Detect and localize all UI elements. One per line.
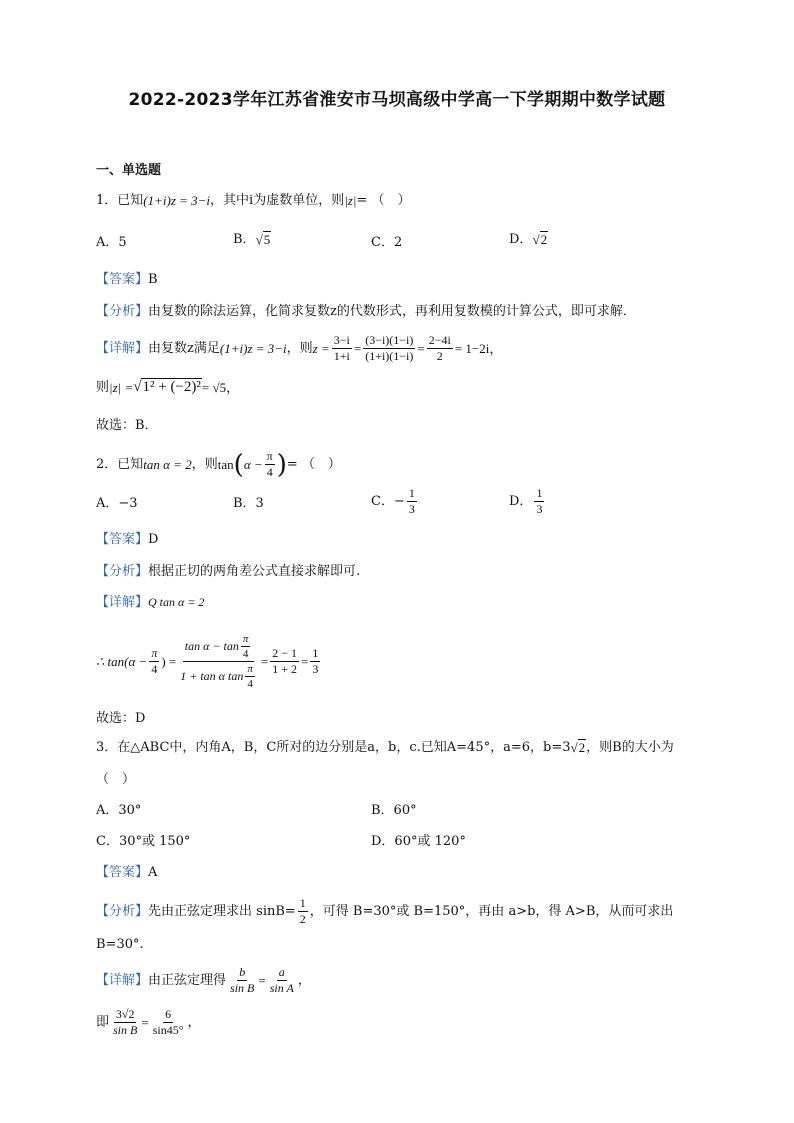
q2-text: ，则 bbox=[191, 457, 218, 473]
q1-option-d bbox=[509, 233, 548, 246]
q3-d3-den: sin B bbox=[113, 1023, 138, 1038]
q2-derivation: ∴ tan(α − $\frac{\pi}{4}$ ) = tan α − tan $\frac{\pi}{4}$ 1 + tan α tan $\frac{\pi}{4}$ = $\frac{2 - 1}{1 + 2}$ = $\frac{1}{3}$ bbox=[96, 633, 319, 691]
q1-analysis-text: 由复数的除法运算，化简求复数z的代数形式，再利用复数模的计算公式，即可求解． bbox=[148, 304, 636, 319]
choose-label: 故选： bbox=[96, 418, 136, 433]
q3-answer-value: A bbox=[148, 865, 158, 880]
q3-analysis-frac bbox=[298, 897, 308, 926]
q1-mod-pre: 则 bbox=[96, 380, 110, 395]
answer-label: 【答案】 bbox=[96, 272, 149, 287]
q1-analysis bbox=[96, 305, 636, 318]
q2-option-c-label: C．− bbox=[371, 494, 405, 510]
q1-answer bbox=[96, 273, 158, 286]
q2-result-fraction bbox=[310, 647, 320, 676]
q1-mod-expr: |z| = bbox=[109, 380, 134, 395]
q3-analysis-end: B=30°. bbox=[96, 937, 144, 952]
q1-choose-value: B． bbox=[135, 418, 158, 433]
q2-choose bbox=[96, 712, 145, 725]
q3-d2-den: sin A bbox=[269, 981, 294, 996]
q2-choose-value: D bbox=[135, 711, 146, 726]
q1-f3-den: 2 bbox=[436, 349, 443, 364]
q3-d2 bbox=[268, 966, 296, 995]
q3-analysis-mid: ，可得 B=30°或 B=150°，再由 a>b，得 A>B，从而可求出 bbox=[309, 904, 674, 920]
q2-big-fraction bbox=[178, 633, 259, 690]
q3-an-num: 1 bbox=[298, 897, 308, 912]
q2-eq-num: 2 − 1 bbox=[270, 647, 299, 662]
q1-answer-value: B bbox=[148, 272, 158, 287]
q2-detail-1: Q tan α = 2 bbox=[148, 595, 205, 609]
analysis-label: 【分析】 bbox=[96, 904, 149, 920]
analysis-label: 【分析】 bbox=[96, 564, 149, 579]
q2-res-den: 3 bbox=[312, 662, 319, 677]
q3-comma-1: ， bbox=[297, 973, 311, 989]
q1-f2-den: (1+i)(1−i) bbox=[365, 349, 414, 364]
q1-f1-num: 3−i bbox=[332, 334, 352, 349]
q3-d4-num: 6 bbox=[163, 1008, 173, 1023]
q3-d4 bbox=[151, 1008, 186, 1037]
q3-option-c: C．30°或 150° bbox=[96, 834, 191, 849]
q2-tan: tan bbox=[217, 457, 234, 473]
answer-label: 【答案】 bbox=[96, 532, 149, 547]
q2-four: 4 bbox=[266, 465, 273, 480]
q2-big-den-pi: π bbox=[245, 663, 255, 677]
q1-mod-sqrt: √1² + (−2)² bbox=[133, 379, 201, 395]
section-heading: 一、单选题 bbox=[96, 163, 162, 178]
q2-pi-over-4 bbox=[265, 450, 275, 479]
q1-detail-expr: (1+i)z = 3−i bbox=[219, 341, 287, 357]
q2-close: ) = bbox=[161, 654, 177, 670]
q3-d1-num: b bbox=[237, 966, 247, 981]
q1-blank: = （ ） bbox=[356, 193, 411, 208]
q1-f3-num: 2−4i bbox=[427, 334, 453, 349]
q3-eq-2: = bbox=[141, 1015, 149, 1031]
q3-option-b: B．60° bbox=[371, 803, 417, 818]
q3-radicand: 2 bbox=[578, 740, 586, 755]
q1-modulus bbox=[96, 380, 239, 395]
q3-detail bbox=[96, 966, 311, 995]
q3-answer bbox=[96, 866, 157, 879]
q2-number: 2．已知 bbox=[96, 457, 144, 473]
q1-f1-den: 1+i bbox=[333, 349, 350, 364]
q2-analysis bbox=[96, 565, 360, 578]
q2-big-num-four: 4 bbox=[242, 648, 249, 661]
detail-label: 【详解】 bbox=[96, 595, 149, 610]
q1-number: 1．已知 bbox=[96, 193, 144, 208]
q2-answer-value: D bbox=[148, 532, 159, 547]
question-2: 2．已知 tan α = 2 ，则 tan ( α − $\frac{\pi}{4}$ ) = （ ） bbox=[96, 449, 341, 480]
q2-c-den: 3 bbox=[408, 502, 415, 517]
q1-option-d-label: D． bbox=[509, 232, 533, 247]
q2-therefore: ∴ tan(α − bbox=[96, 654, 148, 670]
q2-option-d-frac bbox=[534, 487, 544, 516]
q3-sqrt: √2 bbox=[570, 740, 586, 755]
q3-ji: 即 bbox=[96, 1015, 110, 1031]
q2-res-num: 1 bbox=[310, 647, 320, 662]
q1-choose bbox=[96, 419, 158, 432]
q3-d1 bbox=[228, 966, 256, 995]
q3-d1-den: sin B bbox=[230, 981, 255, 996]
q1-option-b bbox=[233, 233, 271, 246]
q3-option-a: A．30° bbox=[96, 803, 142, 818]
q3-line1-tail: ，则B的大小为 bbox=[586, 740, 674, 755]
q2-given: tan α = 2 bbox=[143, 457, 192, 473]
q2-deriv-pi-den: 4 bbox=[151, 662, 158, 677]
q3-detail-2 bbox=[96, 1008, 201, 1037]
question-3 bbox=[96, 741, 674, 754]
q1-option-a: A．5 bbox=[96, 235, 127, 250]
q3-eq-1: = bbox=[258, 973, 266, 989]
q1-f2-num: (3−i)(1−i) bbox=[363, 334, 415, 349]
q2-big-den bbox=[178, 662, 259, 690]
q2-option-d-label: D． bbox=[509, 494, 533, 510]
q2-big-den-four: 4 bbox=[247, 678, 253, 691]
q2-deriv-pi bbox=[149, 647, 159, 676]
q2-eq-den: 1 + 2 bbox=[272, 662, 297, 677]
q2-big-num-text: tan α − tan bbox=[184, 639, 239, 653]
q2-option-c bbox=[371, 487, 419, 516]
q2-pi: π bbox=[265, 450, 275, 465]
q1-text: ，其中i为虚数单位，则 bbox=[210, 193, 345, 208]
q1-mod-radicand: 1² + (−2)² bbox=[142, 379, 201, 395]
q1-fraction-1 bbox=[332, 334, 352, 363]
page-title: 2022-2023学年江苏省淮安市马坝高级中学高一下学期期中数学试题 bbox=[128, 90, 666, 110]
q3-line1: 3．在△ABC中，内角A，B，C所对的边分别是a，b，c.已知A=45°，a=6，b=3 bbox=[96, 740, 571, 755]
q3-option-d: D．60°或 120° bbox=[371, 834, 466, 849]
q2-option-a: A．−3 bbox=[96, 496, 138, 511]
q3-an-den: 2 bbox=[299, 912, 306, 927]
q3-analysis bbox=[96, 897, 673, 926]
q1-fraction-3 bbox=[427, 334, 453, 363]
q2-d-num: 1 bbox=[534, 487, 544, 502]
q1-detail-mid: ，则 bbox=[286, 341, 313, 357]
q1-fraction-2 bbox=[363, 334, 415, 363]
q2-option-d bbox=[509, 487, 546, 516]
q2-answer bbox=[96, 533, 158, 546]
q3-d3 bbox=[111, 1008, 139, 1037]
q1-result: = 1−2i， bbox=[454, 341, 503, 357]
q1-mod-tail: = √5， bbox=[201, 380, 240, 395]
q1-option-c: C．2 bbox=[371, 235, 403, 250]
q1-z-eq: z = bbox=[312, 341, 330, 357]
q1-abs: |z| bbox=[344, 193, 357, 208]
q2-eq-fraction bbox=[270, 647, 299, 676]
q2-analysis-text: 根据正切的两角差公式直接求解即可. bbox=[148, 564, 361, 579]
q1-option-b-radicand: 5 bbox=[263, 232, 271, 247]
q2-d-den: 3 bbox=[536, 502, 543, 517]
q3-d3-num: 3√2 bbox=[114, 1008, 137, 1023]
answer-label: 【答案】 bbox=[96, 865, 149, 880]
q2-c-num: 1 bbox=[407, 487, 417, 502]
q3-detail-pre: 由正弦定理得 bbox=[148, 973, 227, 989]
q3-analysis-pre: 先由正弦定理求出 sinB= bbox=[148, 904, 296, 920]
q2-big-num-pi: π bbox=[241, 633, 251, 647]
analysis-label: 【分析】 bbox=[96, 304, 149, 319]
q2-big-num bbox=[183, 633, 255, 662]
detail-label: 【详解】 bbox=[96, 341, 149, 357]
q2-deriv-pi-num: π bbox=[149, 647, 159, 662]
q1-detail: 【详解】 由复数z满足 (1+i)z = 3−i ，则 z = $\frac{3-i}{1+i}$ = $\frac{(3-i)(1-i)}{(1+i)(1-i)}$ = $\frac{2-4i}{2}$ = 1−2i， bbox=[96, 333, 503, 364]
q3-comma-2: ， bbox=[187, 1015, 201, 1031]
q1-option-b-sqrt: √5 bbox=[255, 232, 271, 247]
q1-option-d-sqrt: √2 bbox=[532, 232, 548, 247]
q3-blank: （ ） bbox=[96, 772, 136, 787]
q3-d4-den: sin45° bbox=[152, 1023, 184, 1038]
question-1 bbox=[96, 194, 410, 207]
choose-label: 故选： bbox=[96, 711, 136, 726]
q2-alpha-minus: α − bbox=[243, 457, 263, 473]
q1-option-b-label: B． bbox=[233, 232, 256, 247]
q3-d2-num: a bbox=[277, 966, 287, 981]
q1-expr: (1+i)z = 3−i bbox=[143, 193, 211, 208]
q2-big-den-text: 1 + tan α tan bbox=[180, 669, 244, 684]
q2-option-c-frac bbox=[407, 487, 417, 516]
q2-blank: = （ ） bbox=[286, 457, 341, 473]
q1-option-d-radicand: 2 bbox=[540, 232, 548, 247]
q2-detail bbox=[96, 596, 204, 609]
q1-detail-pre: 由复数z满足 bbox=[148, 341, 220, 357]
detail-label: 【详解】 bbox=[96, 973, 149, 989]
q2-option-b: B．3 bbox=[233, 496, 264, 511]
